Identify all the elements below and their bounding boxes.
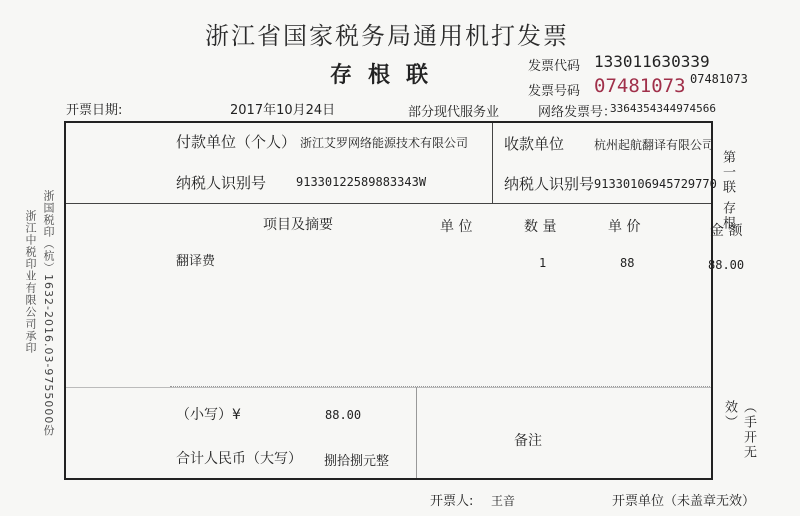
item-price: 88 <box>620 256 635 270</box>
drawer-name: 王音 <box>491 494 516 508</box>
total-small-label: （小写）¥ <box>176 407 241 423</box>
invoice-subtitle: 存根联 <box>330 62 445 88</box>
payee-taxid: 91330106945729770 <box>594 177 717 191</box>
copy-label: 第一联 存根 <box>720 150 735 232</box>
industry-text: 部分现代服务业 <box>408 105 500 120</box>
total-big-value: 捌拾捌元整 <box>324 454 390 469</box>
payer-name: 浙江艾罗网络能源技术有限公司 <box>300 136 469 150</box>
payer-taxid: 91330122589883343W <box>296 175 427 189</box>
item-qty: 1 <box>539 256 547 270</box>
handwritten-invalid-note: （手开无效） <box>722 400 756 460</box>
payee-name: 杭州起航翻译有限公司 <box>594 138 715 152</box>
payee-taxid-label: 纳税人识别号 <box>504 175 595 193</box>
online-number-label: 网络发票号： <box>538 105 617 120</box>
online-number-value: 3364354344974566 <box>610 102 716 115</box>
issuer-label: 开票单位（未盖章无效） <box>612 494 756 509</box>
invoice-code-label: 发票代码 <box>528 59 581 74</box>
remark-label: 备注 <box>514 433 542 449</box>
payee-label: 收款单位 <box>504 135 565 153</box>
col-price-header: 单 价 <box>608 219 641 235</box>
total-big-label: 合计人民币（大写） <box>176 451 302 467</box>
drawer-label: 开票人: <box>430 494 474 509</box>
item-amount: 88.00 <box>708 258 745 272</box>
col-qty-header: 数 量 <box>524 219 557 235</box>
col-unit-header: 单 位 <box>440 219 473 235</box>
invoice-title: 浙江省国家税务局通用机打发票 <box>205 22 569 50</box>
item-name: 翻译费 <box>176 254 216 269</box>
issue-date-value: 2017年10月24日 <box>230 103 336 118</box>
print-info-line-2: 浙江中税印业有限公司承印 <box>24 210 37 354</box>
invoice-number-label: 发票号码 <box>528 84 581 99</box>
col-item-header: 项目及摘要 <box>263 217 333 233</box>
col-amount-header: 金 额 <box>710 223 743 239</box>
invoice-number-value: 07481073 <box>594 75 686 97</box>
invoice-number-small: 07481073 <box>690 72 748 86</box>
print-info-line-1: 浙国税印（杭）1632-2016.03-9755000份 <box>42 190 55 437</box>
issue-date-label: 开票日期: <box>66 103 123 118</box>
payer-label: 付款单位（个人） <box>176 133 297 151</box>
payer-taxid-label: 纳税人识别号 <box>176 174 267 192</box>
invoice-code-value: 133011630339 <box>594 52 710 71</box>
total-small-value: 88.00 <box>325 408 362 422</box>
